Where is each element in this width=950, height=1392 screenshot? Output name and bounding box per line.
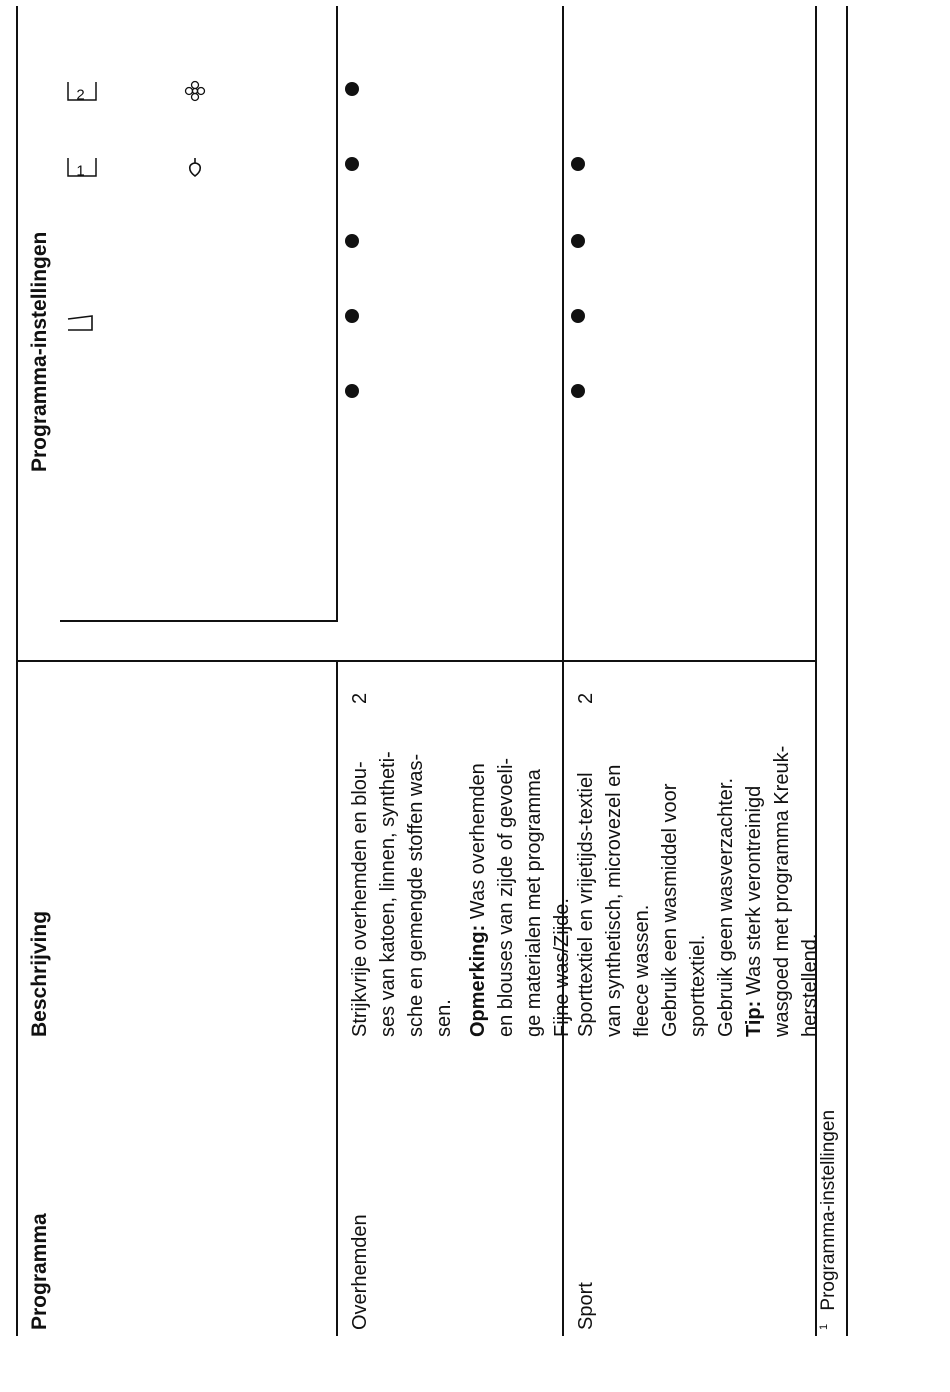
table-bottom-rule	[815, 6, 817, 1336]
desc-line: Strijkvrije overhemden en blou-	[349, 761, 371, 1037]
note-label: Tip:	[743, 1000, 765, 1037]
tub-icon	[66, 314, 96, 332]
note-text: Was overhemden	[467, 763, 489, 925]
note-line: en blouses van zijde of gevoeli-	[495, 757, 517, 1037]
note-line: Fijne was/Zijde.	[551, 898, 573, 1037]
tank-1-label: 1	[76, 162, 85, 180]
row-1-description	[346, 751, 576, 1037]
note-line	[740, 746, 768, 1037]
desc-line: sporttextiel.	[687, 934, 709, 1037]
footnote-marker: 1	[818, 1323, 830, 1330]
note-line: ge materialen met programma	[523, 769, 545, 1037]
note-line: wasgoed met programma Kreuk-	[771, 745, 793, 1037]
row-1-value: 2	[349, 692, 371, 704]
row-1-setting-dot-5	[345, 82, 359, 96]
note-line	[464, 751, 492, 1037]
header-rule-left	[336, 662, 338, 1336]
row-2-setting-dot-2	[571, 309, 585, 323]
footnote	[818, 1110, 840, 1330]
drop-icon	[186, 157, 204, 177]
table-top-rule	[16, 6, 18, 1336]
note-text: Was sterk verontreinigd	[743, 785, 765, 1001]
desc-line: fleece wassen.	[631, 904, 653, 1037]
tank-2-label: 2	[76, 86, 85, 104]
page-bottom-rule	[846, 6, 848, 1336]
note-label: Opmerking:	[467, 924, 489, 1037]
desc-line: sche en gemengde stoffen was-	[405, 753, 427, 1037]
row-2-setting-dot-1	[571, 384, 585, 398]
column-divider	[16, 661, 815, 663]
row-1-setting-dot-2	[345, 309, 359, 323]
tank-1-icon	[66, 156, 98, 178]
tank-2-icon	[66, 80, 98, 102]
row-2-value: 2	[575, 692, 597, 704]
row-1-setting-dot-4	[345, 157, 359, 171]
note-line: herstellend.	[799, 933, 821, 1037]
desc-line: van synthetisch, microvezel en	[603, 764, 625, 1037]
desc-line: Gebruik geen wasverzachter.	[715, 777, 737, 1037]
header-beschrijving: Beschrijving	[28, 910, 51, 1037]
header-programma: Programma	[28, 1213, 51, 1330]
desc-line: Sporttextiel en vrijetijds-textiel	[575, 772, 597, 1037]
row-1-setting-dot-1	[345, 384, 359, 398]
row-2-description	[572, 746, 824, 1037]
row-2-setting-dot-4	[571, 157, 585, 171]
desc-line: ses van katoen, linnen, syntheti-	[377, 751, 399, 1037]
settings-subheader-rule	[60, 621, 336, 623]
desc-line: Gebruik een wasmiddel voor	[659, 783, 681, 1037]
flower-icon	[184, 80, 206, 102]
row-1-program: Overhemden	[349, 1214, 371, 1330]
desc-line: sen.	[433, 999, 455, 1037]
footnote-text: Programma-instellingen	[818, 1109, 840, 1311]
row-1-setting-dot-3	[345, 234, 359, 248]
row-divider	[562, 6, 564, 1336]
header-instellingen: Programma-instellingen	[28, 231, 51, 472]
row-2-program: Sport	[575, 1282, 597, 1330]
row-2-setting-dot-3	[571, 234, 585, 248]
header-rule-right	[336, 6, 338, 622]
